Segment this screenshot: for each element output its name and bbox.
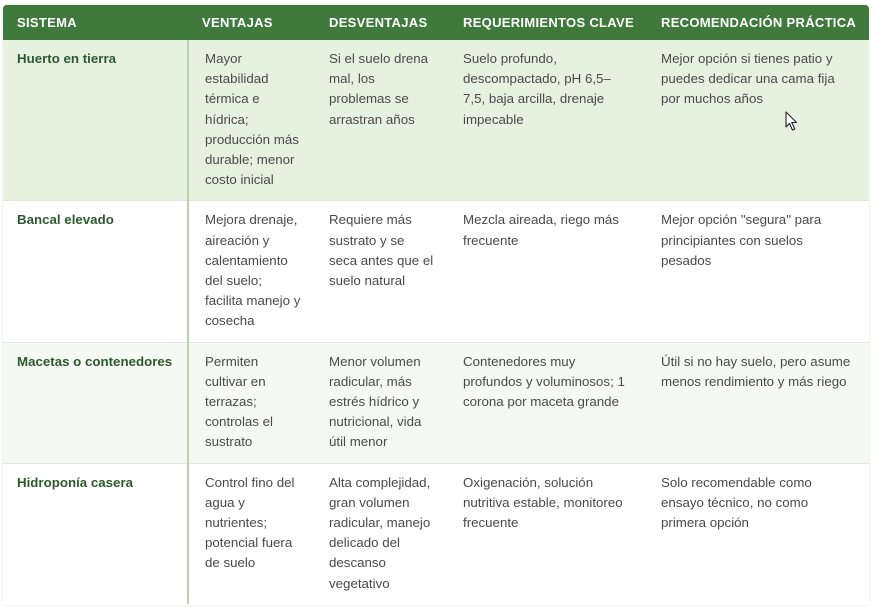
requirements-cell: Contenedores muy profundos y voluminosos; 1 corona por maceta grande [449, 342, 647, 463]
header-ventajas: VENTAJAS [202, 15, 273, 30]
table-row [3, 463, 869, 604]
header-requerimientos-clave: REQUERIMIENTOS CLAVE [463, 15, 634, 30]
disadvantages-cell: Si el suelo drena mal, los problemas se arrastran años [315, 40, 449, 201]
advantages-cell: Mejora drenaje, aireación y calentamiento del suelo; facilita manejo y cosecha [188, 201, 315, 342]
requirements-cell: Mezcla aireada, riego más frecuente [449, 201, 647, 342]
comparison-table-container [3, 5, 869, 605]
header-desventajas: DESVENTAJAS [329, 15, 428, 30]
requirements-cell: Oxigenación, solución nutritiva estable, monitoreo frecuente [463, 474, 623, 531]
system-name: Huerto en tierra [3, 40, 188, 201]
table-row [3, 342, 869, 463]
comparison-table [3, 5, 869, 604]
disadvantages-cell: Requiere más sustrato y se seca antes que el suelo natural [315, 201, 449, 342]
disadvantages-cell: Menor volumen radicular, más estrés hídrico y nutricional, vida útil menor [315, 342, 449, 463]
advantages-cell: Mayor estabilidad térmica e hídrica; producción más durable; menor costo inicial [188, 40, 315, 201]
system-name: Macetas o contenedores [3, 342, 188, 463]
recommendation-cell: Solo recomendable como ensayo técnico, no como primera opción [661, 474, 812, 531]
system-name: Hidroponía casera [3, 463, 188, 604]
recommendation-cell: Mejor opción "segura" para principiantes con suelos pesados [647, 201, 869, 342]
mouse-pointer-icon [785, 111, 799, 131]
header-recomendacion-practica: RECOMENDACIÓN PRÁCTICA [661, 15, 857, 30]
system-name: Bancal elevado [3, 201, 188, 342]
advantages-cell: Control fino del agua y nutrientes; potencial fuera de suelo [205, 474, 295, 571]
recommendation-cell: Útil si no hay suelo, pero asume menos rendimiento y más riego [647, 342, 869, 463]
header-sistema: SISTEMA [17, 15, 77, 30]
table-header-row [3, 5, 869, 40]
table-row [3, 40, 869, 201]
advantages-cell: Permiten cultivar en terrazas; controlas el sustrato [188, 342, 315, 463]
table-row [3, 201, 869, 342]
disadvantages-cell: Alta complejidad, gran volumen radicular, manejo delicado del descanso vegetativo [329, 474, 431, 591]
requirements-cell: Suelo profundo, descompactado, pH 6,5–7,5, baja arcilla, drenaje impecable [449, 40, 647, 201]
recommendation-cell: Mejor opción si tienes patio y puedes dedicar una cama fija por muchos años [647, 40, 869, 201]
